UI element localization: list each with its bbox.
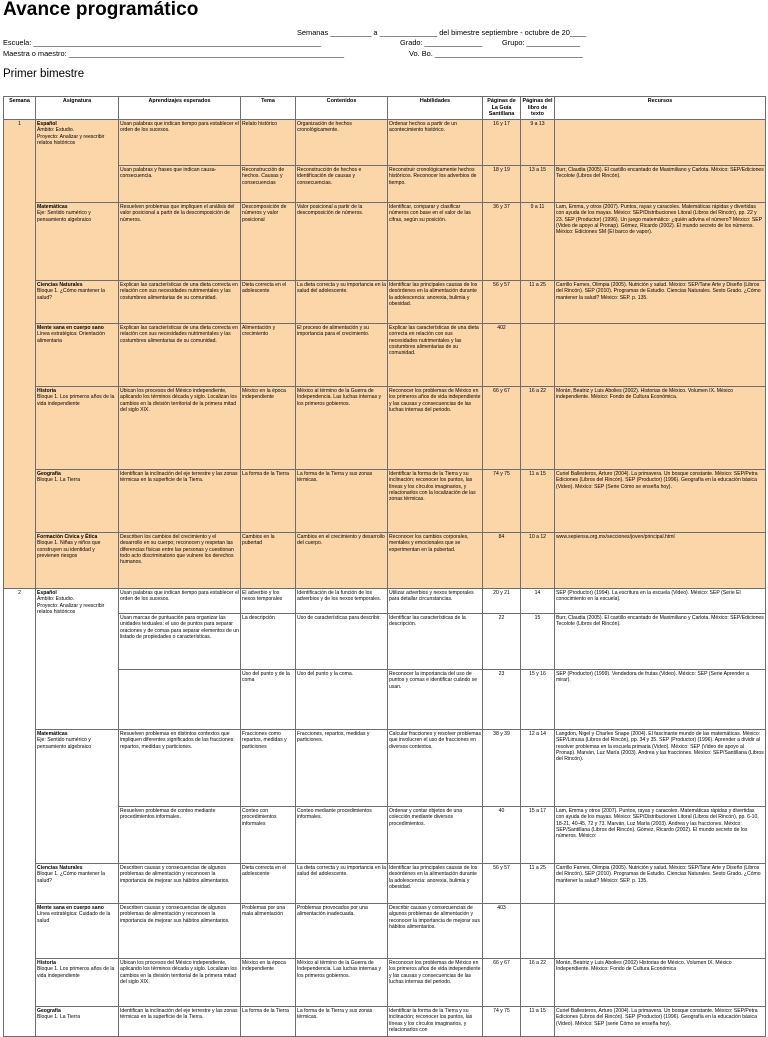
approval-field[interactable]: Vo. Bo. ____________________________________	[409, 49, 583, 58]
content-cell: Organización de hechos cronológicamente.	[296, 119, 388, 165]
textbook-pages-cell: 14	[521, 588, 555, 613]
subject-detail: Bloque 1. Los primeros años de la vida independiente	[37, 966, 115, 979]
learning-cell	[119, 669, 241, 729]
table-row	[4, 903, 766, 958]
column-header: Páginas de La Guía Santillana	[483, 97, 521, 120]
skill-cell: Reconocer los problemas de México en los primeros años de vida independiente y las causas y consecuencias de las luchas internas del periodo.	[388, 958, 483, 1006]
guide-pages-cell: 36 y 37	[483, 202, 521, 280]
subject-cell	[36, 729, 119, 863]
subject-cell	[36, 903, 119, 958]
guide-pages-cell: 18 y 19	[483, 165, 521, 202]
subject-name: Ciencias Naturales	[37, 864, 83, 871]
skill-cell: Identificar la forma de la Tierra y su inclinación; reconocer los puntos, las líneas y los círculos imaginarios, y relacionarlos con la localización de las zonas térmicas.	[388, 469, 483, 532]
textbook-pages-cell: 13 a 15	[521, 165, 555, 202]
resources-cell: www.sepiensa.org.mx/secciones/joven/principal.html	[555, 532, 766, 588]
table-row	[4, 729, 766, 806]
column-header: Páginas del libro de texto	[521, 97, 555, 120]
column-header: Semana	[4, 97, 36, 120]
topic-cell: Dieta correcta en el adolescente	[241, 863, 296, 903]
table-row	[4, 806, 766, 863]
table-row	[4, 613, 766, 669]
subject-detail: Línea estratégica: Cuidado de la salud	[37, 911, 111, 924]
guide-pages-cell: 16 y 17	[483, 119, 521, 165]
column-header: Contenidos	[296, 97, 388, 120]
content-cell: México al término de la Guerra de Independencia. Las luchas internas y los primeros gobiernos.	[296, 386, 388, 469]
subject-name: Matemáticas	[37, 203, 68, 210]
column-header: Aprendizajes esperados	[119, 97, 241, 120]
topic-cell: El adverbio y los nexos temporales	[241, 588, 296, 613]
table-row	[4, 1006, 766, 1036]
guide-pages-cell: 23	[483, 669, 521, 729]
resources-cell: Curiel Ballesteros, Arturo (2004). La primavera. Un bosque constante. México: SEP/Petra Ediciones (Libros del Rincón). SEP (Productor) (1996). Geografía en la educación básica (Video). México: SEP (Serie Cómo se enseña hoy).	[555, 469, 766, 532]
resources-cell: Langdon, Nigel y Charles Snape (2004). El fascinante mundo de las matemáticas. México: SEP/Limusa (Libros del Rincón), pp. 34 y 35. SEP (Productor) (1996). Aprender a dividir al resolver problemas en la escuela primaria (Video). México: SEP (Video de apoyo al Pronap). Marván, Luz María (2003). Andrea y las fracciones. México: SEP/Santillana (Libros del Rincón).	[555, 729, 766, 806]
subject-detail: Bloque 1. ¿Cómo mantener la salud?	[37, 288, 105, 301]
week-cell: 2	[4, 588, 36, 1036]
content-cell: Identificación de la función de los adverbios y de los nexos temporales.	[296, 588, 388, 613]
topic-cell: México en la época independiente	[241, 958, 296, 1006]
topic-cell: Conteo con procedimientos informales	[241, 806, 296, 863]
table-row	[4, 280, 766, 323]
resources-cell	[555, 119, 766, 165]
subject-name: Mente sana en cuerpo sano	[37, 904, 104, 911]
learning-cell: Resuelven problemas que impliquen el análisis del valor posicional a partir de la descomposición de números.	[119, 202, 241, 280]
subject-name: Ciencias Naturales	[37, 281, 83, 288]
learning-cell: Ubican los procesos del México independiente, aplicando los términos década y siglo. Localizan los cambios en la división territorial de la primera mitad del siglo XIX.	[119, 386, 241, 469]
resources-cell: Burr, Claudia (2005). El castillo encantado de Maximiliano y Carlota. México: SEP/Ediciones Tecolote (Libros del Rincón).	[555, 165, 766, 202]
guide-pages-cell: 402	[483, 323, 521, 386]
learning-cell: Describen causas y consecuencias de algunos problemas de alimentación y reconocen la importancia de mejorar sus hábitos alimentarios.	[119, 863, 241, 903]
guide-pages-cell: 38 y 39	[483, 729, 521, 806]
subject-detail: Bloque 1. La Tierra	[37, 1014, 81, 1021]
textbook-pages-cell: 10 a 12	[521, 532, 555, 588]
learning-cell: Usan palabras que indican tiempo para establecer el orden de los sucesos.	[119, 588, 241, 613]
content-cell: La dieta correcta y su importancia en la salud del adolescente.	[296, 280, 388, 323]
textbook-pages-cell: 16 a 22	[521, 958, 555, 1006]
textbook-pages-cell: 15	[521, 613, 555, 669]
learning-cell: Resuelven problemas de conteo mediante procedimientos informales.	[119, 806, 241, 863]
teacher-field[interactable]: Maestra o maestro: ___________________________________________________________________	[3, 49, 345, 58]
topic-cell: Reconstrucción de hechos. Causas y consecuencias	[241, 165, 296, 202]
table-row	[4, 202, 766, 280]
subject-name: Español	[37, 589, 57, 596]
section-title: Primer bimestre	[3, 68, 85, 80]
subject-cell	[36, 280, 119, 323]
subject-cell	[36, 119, 119, 202]
table-row	[4, 386, 766, 469]
subject-detail: Eje: Sentido numérico y pensamiento algebraico	[37, 210, 92, 223]
subject-detail: Proyecto: Analizar y reescribir relatos históricos	[37, 133, 105, 146]
guide-pages-cell: 20 y 21	[483, 588, 521, 613]
subject-detail: Ámbito: Estudio.	[37, 127, 75, 134]
table-row	[4, 119, 766, 165]
topic-cell: La descripción	[241, 613, 296, 669]
textbook-pages-cell: 11 a 25	[521, 863, 555, 903]
skill-cell: Identificar las principales causas de los desórdenes en la alimentación durante la adolescencia: anorexia, bulimia y obesidad.	[388, 280, 483, 323]
resources-cell: Carrillo Farnes, Olimpia (2005). Nutrición y salud. México: SEP/Tane Arte y Diseño (Libros del Rincón). SEP (2010). Programas de Estudio. Ciencias Naturales. Sexto Grado. ¿Cómo mantener la salud? México: SEP. p. 135.	[555, 863, 766, 903]
table-row	[4, 469, 766, 532]
topic-cell: México en la época independiente	[241, 386, 296, 469]
learning-cell: Describen causas y consecuencias de algunos problemas de alimentación y reconocen la importancia de mejorar sus hábitos alimentarios.	[119, 903, 241, 958]
topic-cell: Dieta correcta en el adolescente	[241, 280, 296, 323]
subject-cell	[36, 958, 119, 1006]
topic-cell: Cambios en la pubertad	[241, 532, 296, 588]
guide-pages-cell: 40	[483, 806, 521, 863]
resources-cell: Morán, Beatriz y Luis Abolies (2002) Historias de México. Volumen IX. México Independiente. México: Fondo de Cultura Económica	[555, 958, 766, 1006]
column-header: Habilidades	[388, 97, 483, 120]
content-cell: Conteo mediante procedimientos informales.	[296, 806, 388, 863]
content-cell: México al término de la Guerra de Independencia. Las luchas internas y los primeros gobiernos.	[296, 958, 388, 1006]
column-header: Asignatura	[36, 97, 119, 120]
topic-cell: Uso del punto y de la coma	[241, 669, 296, 729]
textbook-pages-cell: 9 a 13	[521, 119, 555, 165]
column-header: Recursos	[555, 97, 766, 120]
skill-cell: Identificar las principales causas de los desórdenes en la alimentación durante la adolescencia: anorexia, bulimia y obesidad.	[388, 863, 483, 903]
learning-cell: Usan palabras y frases que indican causa-consecuencia.	[119, 165, 241, 202]
skill-cell: Identificar, comparar y clasificar números con base en el valor de las cifras, según su posición.	[388, 202, 483, 280]
skill-cell: Reconocer la importancia del uso de puntos y comas e identificar cuándo se usan.	[388, 669, 483, 729]
guide-pages-cell: 56 y 57	[483, 863, 521, 903]
table-row	[4, 532, 766, 588]
subject-name: Historia	[37, 959, 56, 966]
guide-pages-cell: 74 y 75	[483, 469, 521, 532]
subject-detail: Bloque 1. La Tierra	[37, 477, 81, 484]
topic-cell: Descomposición de números y valor posicional	[241, 202, 296, 280]
column-header: Tema	[241, 97, 296, 120]
table-header-row	[4, 97, 766, 120]
skill-cell: Calcular fracciones y resolver problemas que involucren el uso de fracciones en diversos contextos.	[388, 729, 483, 806]
content-cell: Fracciones, repartos, medidas y particiones.	[296, 729, 388, 806]
skill-cell: Identificar las características de la descripción.	[388, 613, 483, 669]
textbook-pages-cell: 15 y 16	[521, 669, 555, 729]
group-field[interactable]: Grupo: _____________	[502, 38, 581, 47]
table-row	[4, 958, 766, 1006]
subject-cell	[36, 1006, 119, 1036]
learning-cell: Usan marcas de puntuación para organizar las unidades textuales: el uso de puntos para separar oraciones y de comas para separar elementos de un listado de propiedades o características.	[119, 613, 241, 669]
week-cell: 1	[4, 119, 36, 588]
textbook-pages-cell: 16 a 22	[521, 386, 555, 469]
content-cell: Valor posicional a partir de la descomposición de números.	[296, 202, 388, 280]
learning-cell: Explican las características de una dieta correcta en relación con sus necesidades nutrimentales y las costumbres alimentarias de su comunidad.	[119, 280, 241, 323]
content-cell: Problemas provocados por una alimentación inadecuada.	[296, 903, 388, 958]
resources-cell: Morán, Beatriz y Luis Abolies (2002). Historias de México. Volumen IX. México independiente. México: Fondo de Cultura Económica.	[555, 386, 766, 469]
subject-cell	[36, 532, 119, 588]
learning-cell: Usan palabras que indican tiempo para establecer el orden de los sucesos.	[119, 119, 241, 165]
learning-cell: Resuelven problemas en distintos contextos que impliquen diferentes significados de las fracciones: repartos, medidas y particiones.	[119, 729, 241, 806]
textbook-pages-cell: 15 a 17	[521, 806, 555, 863]
learning-cell: Explican las características de una dieta correcta en relación con sus necesidades nutrimentales y las costumbres alimentarias de su comunidad.	[119, 323, 241, 386]
topic-cell: La forma de la Tierra	[241, 469, 296, 532]
table-row	[4, 588, 766, 613]
table-row	[4, 323, 766, 386]
textbook-pages-cell: 11 a 15	[521, 469, 555, 532]
subject-cell	[36, 588, 119, 729]
textbook-pages-cell	[521, 903, 555, 958]
content-cell: La dieta correcta y su importancia en la salud del adolescente.	[296, 863, 388, 903]
learning-cell: Ubican los procesos del México independiente, aplicando los términos década y siglo. Localizan los cambios en la división territorial de la primera mitad del siglo XIX.	[119, 958, 241, 1006]
content-cell: Reconstrucción de hechos e identificación de causas y consecuencias.	[296, 165, 388, 202]
skill-cell: Reconstruir cronológicamente hechos históricos. Reconocer los adverbios de tiempo.	[388, 165, 483, 202]
textbook-pages-cell	[521, 323, 555, 386]
subject-detail: Proyecto: Analizar y reescribir relatos históricos	[37, 602, 105, 615]
skill-cell: Explicar las características de una dieta correcta en relación con sus necesidades nutrimentales y las costumbres alimentarias de su comunidad.	[388, 323, 483, 386]
textbook-pages-cell: 11 a 25	[521, 280, 555, 323]
topic-cell: La forma de la Tierra	[241, 1006, 296, 1036]
textbook-pages-cell: 12 a 14	[521, 729, 555, 806]
content-cell: Cambios en el crecimiento y desarrollo del cuerpo.	[296, 532, 388, 588]
resources-cell: SEP (Productor) (1994). La escritura en la escuela (Video). México: SEP (Serie El conocimiento en la escuela).	[555, 588, 766, 613]
subject-name: Mente sana en cuerpo sano	[37, 324, 104, 331]
content-cell: La forma de la Tierra y sus zonas térmicas.	[296, 1006, 388, 1036]
grade-field[interactable]: Grado: ______________	[400, 38, 483, 47]
guide-pages-cell: 56 y 57	[483, 280, 521, 323]
subject-detail: Bloque 1. Niñas y niños que construyen su identidad y previenen riesgos	[37, 540, 101, 559]
resources-cell: SEP (Productor) (1999). Vendedora de frutas (Video). México: SEP (Serie Aprender a mirar).	[555, 669, 766, 729]
subject-name: Historia	[37, 387, 56, 394]
subject-cell	[36, 202, 119, 280]
resources-cell	[555, 323, 766, 386]
learning-cell: Identifican la inclinación del eje terrestre y las zonas térmicas en la superficie de la Tierra.	[119, 1006, 241, 1036]
topic-cell: Relato histórico	[241, 119, 296, 165]
skill-cell: Reconocer los cambios corporales, mentales y emocionales que se experimentan en la pubertad.	[388, 532, 483, 588]
guide-pages-cell: 66 y 67	[483, 386, 521, 469]
subject-name: Español	[37, 120, 57, 127]
topic-cell: Alimentación y crecimiento	[241, 323, 296, 386]
subject-name: Formación Cívica y Ética	[37, 533, 98, 540]
learning-cell: Describen los cambios del crecimiento y el desarrollo en su cuerpo; reconocen y respetan las diferencias físicas entre las personas y cuestionan todo acto discriminatorio que vulnere los derechos humanos.	[119, 532, 241, 588]
guide-pages-cell: 66 y 67	[483, 958, 521, 1006]
school-field[interactable]: Escuela: ______________________________________________________________________	[3, 38, 322, 47]
subject-name: Matemáticas	[37, 730, 68, 737]
subject-name: Geografía	[37, 470, 61, 477]
textbook-pages-cell: 9 a 11	[521, 202, 555, 280]
skill-cell: Describir causas y consecuencias de algunos problemas de alimentación y reconocer la importancia de mejorar sus hábitos alimentarios.	[388, 903, 483, 958]
subject-name: Geografía	[37, 1007, 61, 1014]
learning-cell: Identifican la inclinación del eje terrestre y las zonas térmicas en la superficie de la Tierra.	[119, 469, 241, 532]
subject-detail: Línea estratégica: Orientación alimentaria	[37, 331, 105, 344]
skill-cell: Reconocer los problemas de México en los primeros años de vida independiente y las causas y consecuencias de las luchas internas del periodo.	[388, 386, 483, 469]
resources-cell: Lam, Emma, y otros (2007). Puntos, rayas y caracoles. Matemáticas rápidas y divertidas con ayuda de los mayas. México: SEP/Distribuciones Litoral (Libros del Rincón), pp. 22 y 23. SEP (Productor) (1996). Un juego matemático: ¿quién adivina el número? México: SEP (Video de apoyo al Pronap). Gómez, Ricardo (2002). El mundo secreto de los números. México: Ediciones SM (El barco de vapor).	[555, 202, 766, 280]
guide-pages-cell: 74 y 75	[483, 1006, 521, 1036]
content-cell: El proceso de alimentación y su importancia para el crecimiento.	[296, 323, 388, 386]
page-title: Avance programático	[3, 0, 199, 20]
skill-cell: Ordenar y contar objetos de una colección mediante diversos procedimientos.	[388, 806, 483, 863]
subject-cell	[36, 469, 119, 532]
content-cell: La forma de la Tierra y sus zonas térmicas.	[296, 469, 388, 532]
table-row	[4, 669, 766, 729]
subject-detail: Eje: Sentido numérico y pensamiento algebraico	[37, 737, 92, 750]
topic-cell: Problemas por una mala alimentación	[241, 903, 296, 958]
resources-cell: Carrillo Farnes, Olimpia (2005). Nutrición y salud. México: SEP/Tane Arte y Diseño (Libros del Rincón). SEP (2010). Programas de Estudio. Ciencias Naturales. Sexto Grado. ¿Cómo mantener la salud? México: SEP. p. 135.	[555, 280, 766, 323]
weeks-field[interactable]: Semanas __________ a ______________ del bimestre septiembre - octubre de 20____	[297, 28, 587, 37]
table-row	[4, 165, 766, 202]
resources-cell: Curiel Ballesteros, Arturo (2004). La primavera. Un bosque constante. México: SEP/Petra Ediciones (Libros del Rincón). SEP (Productor) (1996). Geografía en la educación básica (Video). México: SEP (serie Cómo se enseña hoy).	[555, 1006, 766, 1036]
subject-detail: Bloque 1. Los primeros años de la vida independiente	[37, 394, 115, 407]
subject-detail: Bloque 1. ¿Cómo mantener la salud?	[37, 871, 105, 884]
program-table	[3, 96, 766, 1037]
subject-cell	[36, 386, 119, 469]
content-cell: Uso del punto y la coma.	[296, 669, 388, 729]
subject-detail: Ámbito: Estudio.	[37, 596, 75, 603]
resources-cell	[555, 903, 766, 958]
guide-pages-cell: 22	[483, 613, 521, 669]
content-cell: Uso de características para describir.	[296, 613, 388, 669]
guide-pages-cell: 403	[483, 903, 521, 958]
resources-cell: Lam, Emma y otros (2007). Puntos, rayas y caracoles. Matemáticas rápidas y divertidas con ayuda de los mayas. México: SEP/Distribuciones Litoral (Libros del Rincón), pp. 6-10, 18-21, 40-45, 72 y 73. Marván, Luz María (2003). Andrea y las fracciones. México: SEP/Santillana (Libros del Rincón). Gómez, Ricardo (2002). El mundo secreto de los números. México:	[555, 806, 766, 863]
topic-cell: Fracciones como repartos, medidas y particiones	[241, 729, 296, 806]
skill-cell: Ordenar hechos a partir de un acontecimiento histórico.	[388, 119, 483, 165]
subject-cell	[36, 323, 119, 386]
guide-pages-cell: 84	[483, 532, 521, 588]
skill-cell: Identificar la forma de la Tierra y su inclinación; reconocer los puntos, las líneas y los círculos imaginarios, y relacionarlos con	[388, 1006, 483, 1036]
textbook-pages-cell: 11 a 15	[521, 1006, 555, 1036]
subject-cell	[36, 863, 119, 903]
table-row	[4, 863, 766, 903]
resources-cell: Burr, Claudia (2005). El castillo encantado de Maximiliano y Carlota. México: SEP/Ediciones Tecolote (Libros del Rincón).	[555, 613, 766, 669]
skill-cell: Utilizar adverbios y nexos temporales para detallar circunstancias.	[388, 588, 483, 613]
